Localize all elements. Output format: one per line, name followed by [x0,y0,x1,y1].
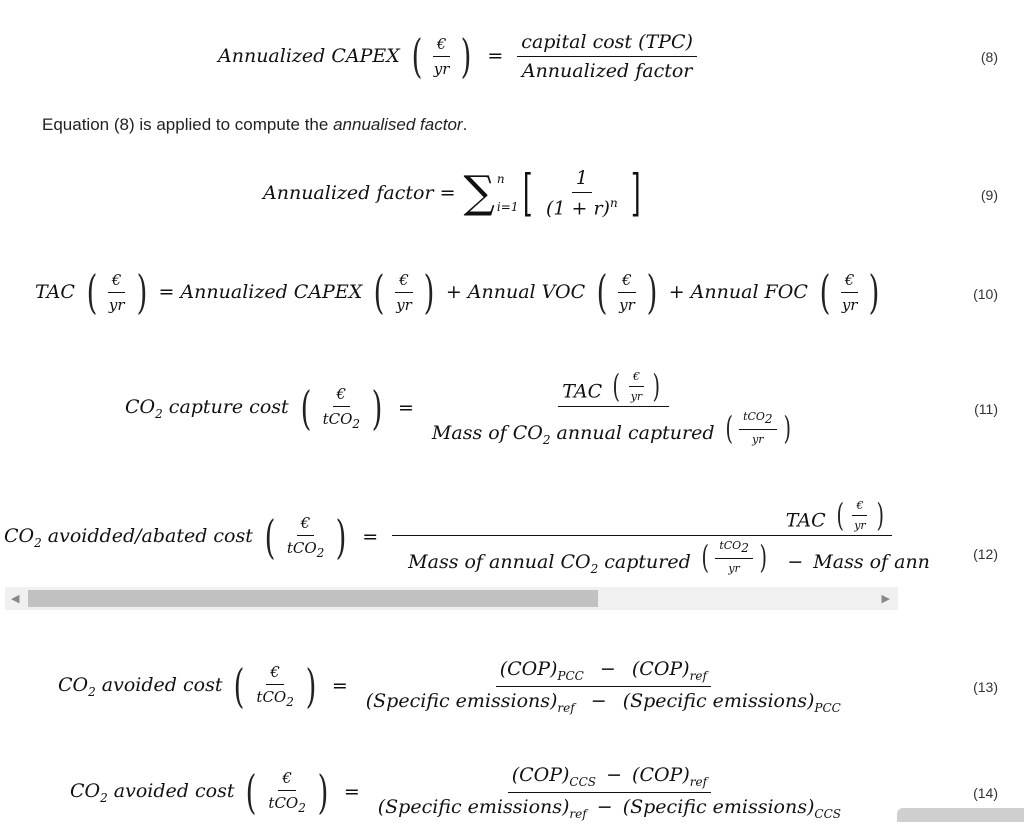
euro-symbol: € [841,271,859,293]
unit-yr: yr [433,59,450,78]
denominator: Mass of $CO_2$ annual captured ( $\frac{tCO_2}{yr}$ ) [431,408,791,447]
eq8-fraction [517,31,697,82]
equals: = [487,45,504,67]
euro-symbol: € [433,35,451,57]
equals: = [343,781,360,803]
equation-number: (11) [974,401,998,417]
scroll-left-arrow-icon[interactable]: ◀ [11,593,20,605]
equation-number: (12) [973,546,998,562]
eq12-numerator-tac: TAC [785,509,826,532]
euro-symbol: € [278,769,296,791]
eq13-fraction [362,658,845,715]
equation-13: $CO_2$ avoided cost ( $\frac{€}{tCO_2}$ ) = $\frac{(COP)_{PCC} - (COP)_{ref}}{(Specific emissions)_{ref} - (Specific emissions)_{PCC}}$ [58,641,849,731]
unit-tco2: tCO$_2$ [322,410,361,431]
equation-11: $CO_2$ capture cost ( $\frac{€}{tCO_2}$ ) = TAC ( $\frac{€}{yr}$ ) Mass of $CO_2$ annual captured ( $\frac{tCO_2}{yr}$ ) [125,363,803,453]
eq14-lhs: $CO_2$ avoided cost [70,779,235,805]
equation-number: (9) [980,187,998,203]
paragraph-text: Equation (8) is applied to compute the [42,115,334,134]
sum-lower: i=1 [496,200,519,214]
denominator: (Specific $emissions)_{ref}$ − (Specific $emissions)_{PCC}$ [365,689,841,715]
equation-8 [218,11,701,101]
sum-symbol: ∑ [463,167,495,218]
eq10-term-voc: + Annual VOC [445,281,586,303]
eq10-term-capex: = Annualized CAPEX [158,281,363,303]
denominator: (1 + r) [545,197,610,220]
equation-12-scroll-container[interactable] [0,490,930,585]
equation-number: (10) [973,286,998,302]
denominator: Annualized factor [521,59,693,82]
horizontal-scrollbar[interactable] [5,587,898,610]
numerator: TAC ( $\frac{€}{yr}$ ) [558,370,668,407]
equals: = [362,526,379,548]
unit-yr: yr [841,295,858,314]
paragraph-emphasis: annualised factor [333,115,463,134]
equation-12: $CO_2$ avoidded/abated cost ( $\frac{€}{tCO_2}$ ) = TAC ( $\frac{€}{yr}$ ) Mass of annual $CO_2$ captured ( $\frac{tCO_2}{yr}$ ) − Mass of ann [4,492,938,582]
eq9-lhs: Annualized factor = [263,182,456,204]
unit-tco2: tCO$_2$ [268,794,306,815]
eq14-fraction [374,764,845,821]
eq10-term-foc: + Annual FOC [668,281,808,303]
unit-yr: yr [396,295,412,314]
eq10-lhs: TAC [35,281,75,303]
numerator: TAC ( $\frac{€}{yr}$ ) [392,499,892,536]
equation-9: Annualized factor = ∑ n i=1 [ $\frac{1}{(1 + r)^n}$ ] [263,164,641,222]
body-paragraph [42,115,467,135]
euro-symbol: € [108,271,126,293]
unit-tco2: tCO$_2$ [256,688,294,709]
denominator: (Specific $emissions)_{ref}$ − (Specific $emissions)_{CCS}$ [377,795,841,821]
denominator: Mass of annual $CO_2$ captured ( $\frac{tCO_2}{yr}$ ) − Mass of ann [408,537,930,576]
equation-number: (13) [973,679,998,695]
exponent: n [609,195,618,210]
unit-tco2: tCO$_2$ [286,539,325,560]
paragraph-end: . [462,115,468,134]
euro-symbol: € [297,514,315,536]
scroll-right-arrow-icon[interactable]: ▶ [881,593,890,605]
eq11-fraction [428,367,799,447]
numerator: 1 [572,167,592,193]
numerator: $(COP)_{CCS} - (COP)_{ref}$ [508,764,711,793]
sum-upper: n [496,172,505,186]
unit-yr: yr [108,295,125,314]
scrollbar-thumb[interactable] [28,590,598,607]
page-scrollbar-corner[interactable] [897,808,1024,822]
unit-yr: yr [619,295,635,314]
euro-symbol: € [266,663,284,685]
equation-10: TAC ( $\frac{€}{yr}$ ) = Annualized CAPEX ( $\frac{€}{yr}$ ) + Annual VOC ( $\frac{€}{yr}$ ) + Annual FOC ( $\frac{€}{yr}$ ) [35,265,880,319]
eq11-lhs: $CO_2$ capture cost [125,395,289,421]
eq8-unit: ( $\frac{€}{yr}$ ) [411,29,472,83]
euro-symbol: € [618,271,636,293]
equation-number: (14) [973,785,998,801]
equation-number: (8) [980,49,998,65]
eq12-lhs: $CO_2$ avoidded/abated cost [4,524,253,550]
eq12-fraction [392,496,934,576]
numerator: capital cost (TPC) [517,31,697,57]
equation-14: $CO_2$ avoided cost ( $\frac{€}{tCO_2}$ ) = $\frac{(COP)_{CCS} - (COP)_{ref}}{(Specific emissions)_{ref} - (Specific emissions)_{CCS}}$ [70,747,849,837]
euro-symbol: € [333,385,351,407]
equals: = [331,675,348,697]
eq8-lhs: Annualized CAPEX [218,45,400,67]
equals: = [398,397,414,419]
euro-symbol: € [395,271,413,293]
numerator: $(COP)_{PCC} - (COP)_{ref}$ [496,658,711,687]
eq13-lhs: $CO_2$ avoided cost [58,673,223,699]
